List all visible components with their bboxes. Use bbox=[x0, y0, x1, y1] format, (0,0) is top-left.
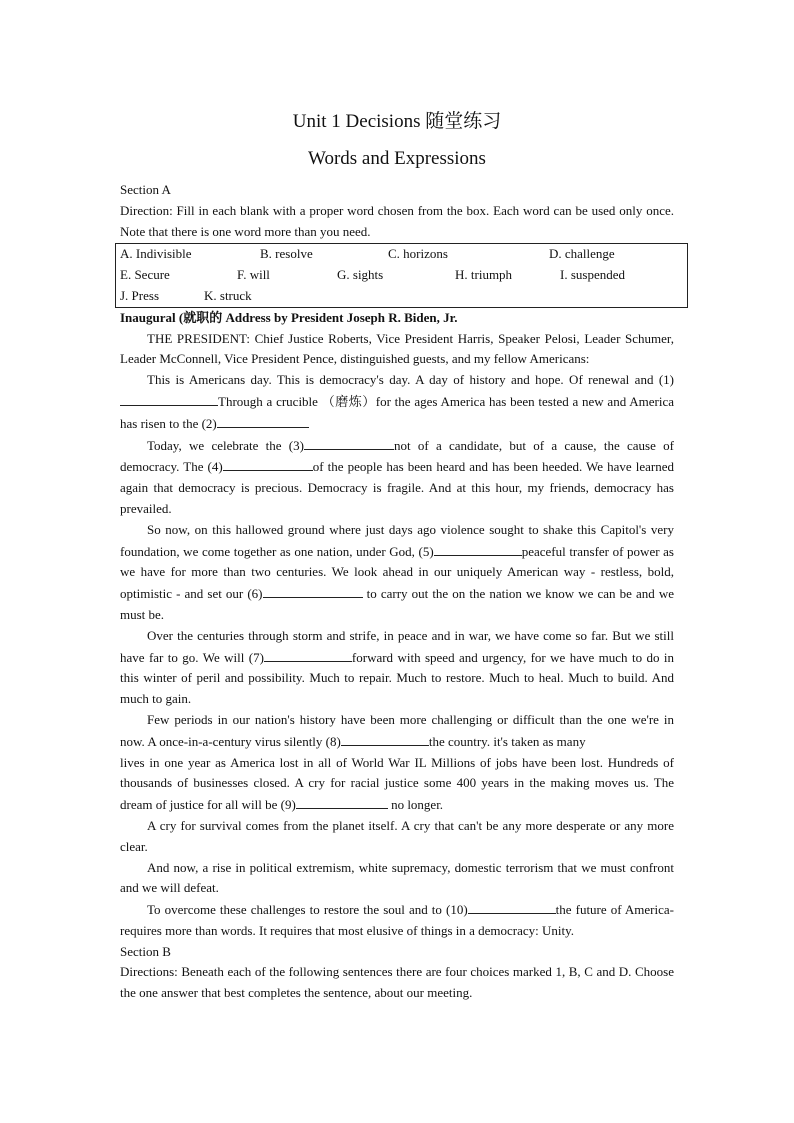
word-option: F. will bbox=[237, 267, 270, 283]
section-b-label: Section B bbox=[120, 943, 171, 959]
word-option: B. resolve bbox=[260, 246, 313, 262]
text-run: no longer. bbox=[387, 797, 444, 813]
page-subtitle: Words and Expressions bbox=[308, 148, 486, 169]
text-run: Over the centuries through storm and strife, in peace and in war, we have come so far. But we still have far to go. We will (7) bbox=[120, 627, 674, 665]
blank-2 bbox=[217, 413, 309, 428]
blank-9 bbox=[296, 794, 388, 809]
section-a-direction: Direction: Fill in each blank with a proper word chosen from the box. Each word can be used only once. Note that there is one word more than you need. bbox=[120, 202, 674, 239]
text-run: Today, we celebrate the (3) bbox=[147, 437, 304, 453]
blank-5 bbox=[434, 541, 522, 556]
word-box-row bbox=[120, 244, 683, 265]
paragraph bbox=[120, 370, 674, 434]
paragraph bbox=[120, 753, 674, 816]
text-run: of the people has been heard and has been heeded. We have learned again that democracy is precious. Democracy is fragile. And at this hour, my friends, democracy has prevailed. bbox=[120, 459, 674, 516]
text-run: Through a crucible （磨炼）for the ages America has been tested a new and America has risen to the (2) bbox=[120, 393, 674, 431]
blank-3 bbox=[304, 435, 394, 450]
paragraph bbox=[120, 520, 674, 626]
word-box-row bbox=[120, 265, 683, 286]
text-run: Few periods in our nation's history have been more challenging or difficult than the one we're in now. A once-in-a-century virus silently (8) bbox=[120, 711, 674, 749]
word-option: H. triumph bbox=[455, 267, 513, 283]
word-option: K. struck bbox=[204, 287, 252, 303]
text-run: This is Americans day. This is democracy's day. A day of history and hope. Of renewal and (1) bbox=[147, 372, 674, 388]
blank-7 bbox=[264, 647, 352, 662]
text-run: To overcome these challenges to restore the soul and to (10) bbox=[147, 902, 468, 918]
text-run: the future of America-requires more than words. It requires that most elusive of things in a democracy: Unity. bbox=[120, 902, 674, 938]
paragraph bbox=[120, 899, 674, 942]
text-run: lives in one year as America lost in all of World War IL Millions of jobs have been lost. Hundreds of thousands of businesses closed. A cry for racial justice some 400 years in the making moves us. The dream of justice for all will be (9) bbox=[120, 754, 674, 813]
blank-1 bbox=[120, 391, 218, 406]
text-run: peaceful transfer of power as we have for more than two centuries. We look ahead in our uniquely American way - restless, bold, optimistic - and set our (6) bbox=[120, 543, 674, 602]
text-run: to carry out the on the nation we know we can be and we must be. bbox=[120, 586, 674, 622]
word-box bbox=[115, 243, 688, 307]
word-option: A. Indivisible bbox=[120, 246, 192, 262]
section-b-direction: Directions: Beneath each of the following sentences there are four choices marked 1, B, C and D. Choose the one answer that best completes the sentence, about our meeting. bbox=[120, 964, 674, 1001]
text-run: forward with speed and urgency, for we have much to do in this winter of peril and possibility. Much to repair. Much to restore. Much to heal. Much to build. And much to gain. bbox=[120, 649, 674, 707]
word-option: E. Secure bbox=[120, 267, 170, 283]
paragraph: A cry for survival comes from the planet itself. A cry that can't be any more desperate or any more clear. bbox=[120, 817, 674, 854]
section-a-label: Section A bbox=[120, 182, 171, 197]
blank-4 bbox=[223, 456, 313, 471]
passage-title: Inaugural (就职的 Address by President Joseph R. Biden, Jr. bbox=[120, 309, 458, 325]
blank-6 bbox=[263, 583, 363, 598]
paragraph: And now, a rise in political extremism, white supremacy, domestic terrorism that we must confront and we will defeat. bbox=[120, 859, 674, 896]
word-box-row bbox=[120, 286, 683, 307]
word-option: I. suspended bbox=[560, 267, 625, 283]
word-option: C. horizons bbox=[388, 246, 448, 262]
text-run: not of a candidate, but of a cause, the cause of democracy. The (4) bbox=[120, 437, 674, 475]
paragraph bbox=[120, 435, 674, 520]
text-run: So now, on this hallowed ground where just days ago violence sought to shake this Capitol's very foundation, we come together as one nation, under God, (5) bbox=[120, 521, 674, 559]
word-option: G. sights bbox=[337, 267, 384, 283]
document-body bbox=[120, 180, 674, 1004]
paragraph bbox=[120, 626, 674, 710]
blank-8 bbox=[341, 731, 429, 746]
word-option: J. Press bbox=[120, 287, 160, 303]
text-run: the country. it's taken as many bbox=[428, 733, 586, 749]
blank-10 bbox=[468, 899, 556, 914]
paragraph bbox=[120, 710, 674, 753]
paragraph: THE PRESIDENT: Chief Justice Roberts, Vice President Harris, Speaker Pelosi, Leader Schumer, Leader McConnell, Vice President Pence, distinguished guests, and my fellow Americans: bbox=[120, 330, 674, 367]
word-option: D. challenge bbox=[549, 246, 615, 262]
page-title: Unit 1 Decisions 随堂练习 bbox=[292, 111, 502, 132]
